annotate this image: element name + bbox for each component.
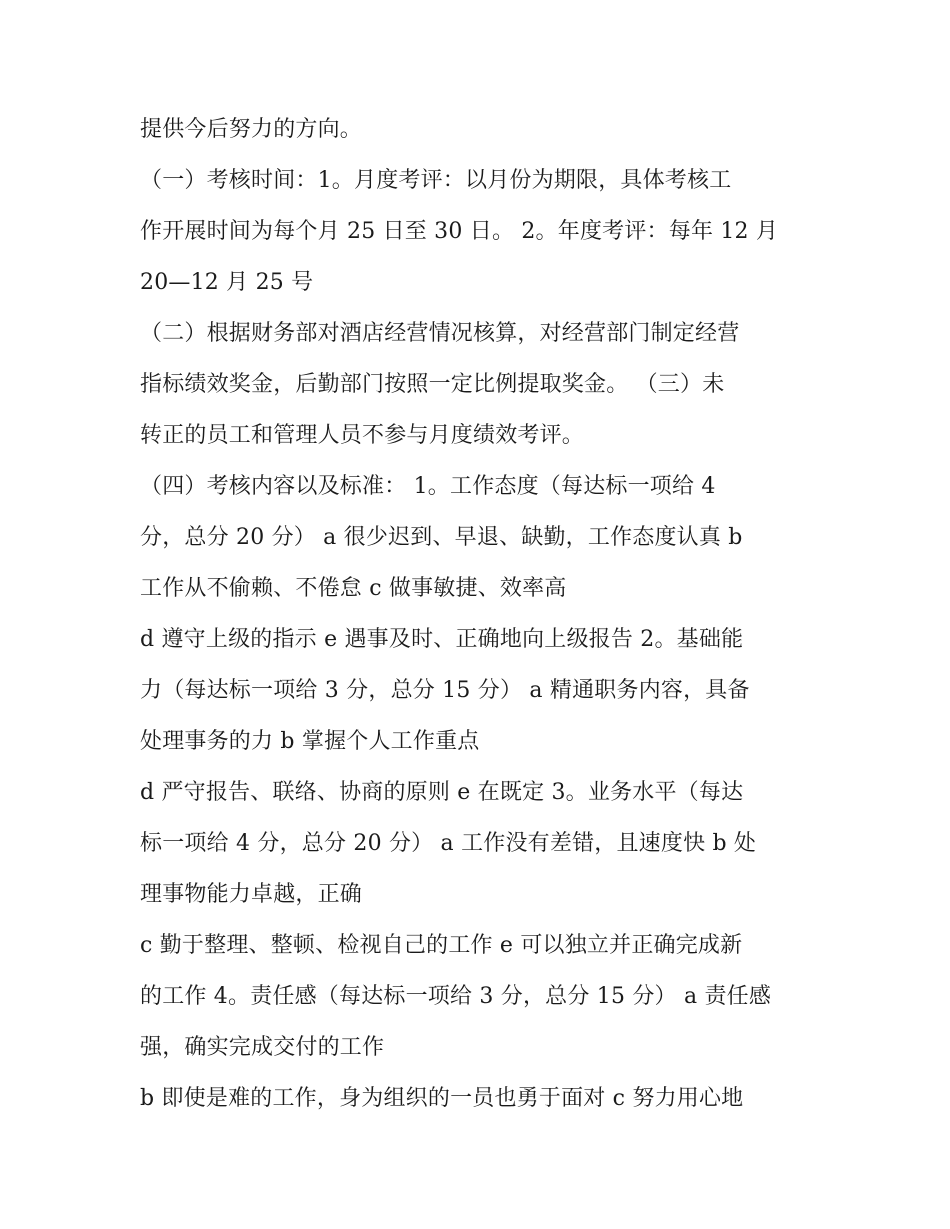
text-line: 指标绩效奖金，后勤部门按照一定比例提取奖金。 （三）未	[140, 372, 725, 397]
text-line: 提供今后努力的方向。	[140, 117, 363, 142]
text-line: 作开展时间为每个月 25 日至 30 日。 2。年度考评：每年 12 月	[140, 219, 779, 244]
text-line: 强，确实完成交付的工作	[140, 1035, 385, 1060]
text-line: 的工作 4。责任感（每达标一项给 3 分，总分 15 分） a 责任感	[140, 984, 772, 1009]
text-line: （一）考核时间：1。月度考评：以月份为期限，具体考核工	[140, 168, 732, 193]
text-line: 20—12 月 25 号	[140, 270, 314, 295]
text-line: （四）考核内容以及标准： 1。工作态度（每达标一项给 4	[140, 474, 716, 499]
text-line: 力（每达标一项给 3 分，总分 15 分） a 精通职务内容，具备	[140, 678, 750, 703]
text-line: d 严守报告、联络、协商的原则 e 在既定 3。业务水平（每达	[140, 780, 744, 805]
text-line: （二）根据财务部对酒店经营情况核算，对经营部门制定经营	[140, 321, 740, 346]
text-line: c 勤于整理、整顿、检视自己的工作 e 可以独立并正确完成新	[140, 933, 743, 958]
document-body	[140, 104, 820, 1124]
text-line: d 遵守上级的指示 e 遇事及时、正确地向上级报告 2。基础能	[140, 627, 744, 652]
text-line: b 即使是难的工作，身为组织的一员也勇于面对 c 努力用心地	[140, 1086, 744, 1111]
text-line: 分，总分 20 分） a 很少迟到、早退、缺勤，工作态度认真 b	[140, 525, 743, 550]
text-line: 工作从不偷赖、不倦怠 c 做事敏捷、效率高	[140, 576, 567, 601]
text-line: 理事物能力卓越，正确	[140, 882, 363, 907]
text-line: 处理事务的力 b 掌握个人工作重点	[140, 729, 480, 754]
text-line: 标一项给 4 分，总分 20 分） a 工作没有差错，且速度快 b 处	[140, 831, 757, 856]
text-line: 转正的员工和管理人员不参与月度绩效考评。	[140, 423, 585, 448]
